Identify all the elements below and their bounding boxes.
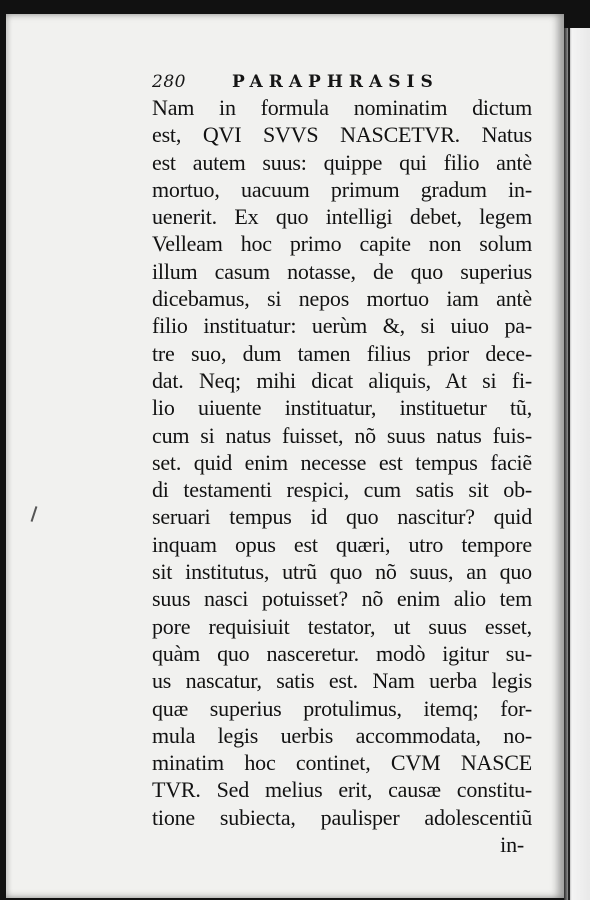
text-line: illum casum notasse, de quo superius [152, 258, 532, 284]
text-line: dicebamus, si nepos mortuo iam antè [152, 286, 532, 312]
text-line: Velleam hoc primo capite non solum [152, 231, 532, 257]
text-line: tione subiecta, paulisper adolescentiũ [152, 804, 532, 830]
text-line: pore requisiuit testator, ut suus esset, [152, 613, 532, 639]
text-line: di testamenti respici, cum satis sit ob- [152, 477, 532, 503]
text-line: quàm quo nasceretur. modò igitur su- [152, 640, 532, 666]
next-page-edge [564, 28, 590, 900]
text-line: set. quid enim necesse est tempus faciẽ [152, 449, 532, 475]
page-header [152, 70, 532, 96]
text-line: lio uiuente instituatur, instituetur tũ, [152, 395, 532, 421]
text-line: TVR. Sed melius erit, causæ constitu- [152, 777, 532, 803]
text-line: suus nasci potuisset? nõ enim alio tem [152, 586, 532, 612]
text-line: est, QVI SVVS NASCETVR. Natus [152, 122, 532, 148]
text-line: uenerit. Ex quo intelligi debet, legem [152, 204, 532, 230]
text-line: minatim hoc continet, CVM NASCE [152, 750, 532, 776]
text-line: mortuo, uacuum primum gradum in- [152, 176, 532, 202]
text-line: cum si natus fuisset, nõ suus natus fuis- [152, 422, 532, 448]
text-line: us nascatur, satis est. Nam uerba legis [152, 668, 532, 694]
text-line: seruari tempus id quo nascitur? quid [152, 504, 532, 530]
body-text [152, 94, 532, 858]
text-line: quæ superius protulimus, itemq; for- [152, 695, 532, 721]
running-head: PARAPHRASIS [232, 72, 439, 92]
text-line: est autem suus: quippe qui filio antè [152, 149, 532, 175]
catchword: in- [500, 832, 524, 858]
text-line: sit institutus, utrũ quo nõ suus, an quo [152, 559, 532, 585]
text-line: tre suo, dum tamen filius prior dece- [152, 340, 532, 366]
text-line: filio instituatur: uerùm &, si uiuo pa- [152, 313, 532, 339]
text-line: Nam in formula nominatim dictum [152, 95, 532, 120]
text-line: mula legis uerbis accommodata, no- [152, 722, 532, 748]
text-line: inquam opus est quæri, utro tempore [152, 531, 532, 557]
page-number: 280 [152, 72, 186, 92]
text-line: dat. Neq; mihi dicat aliquis, At si fi- [152, 367, 532, 393]
